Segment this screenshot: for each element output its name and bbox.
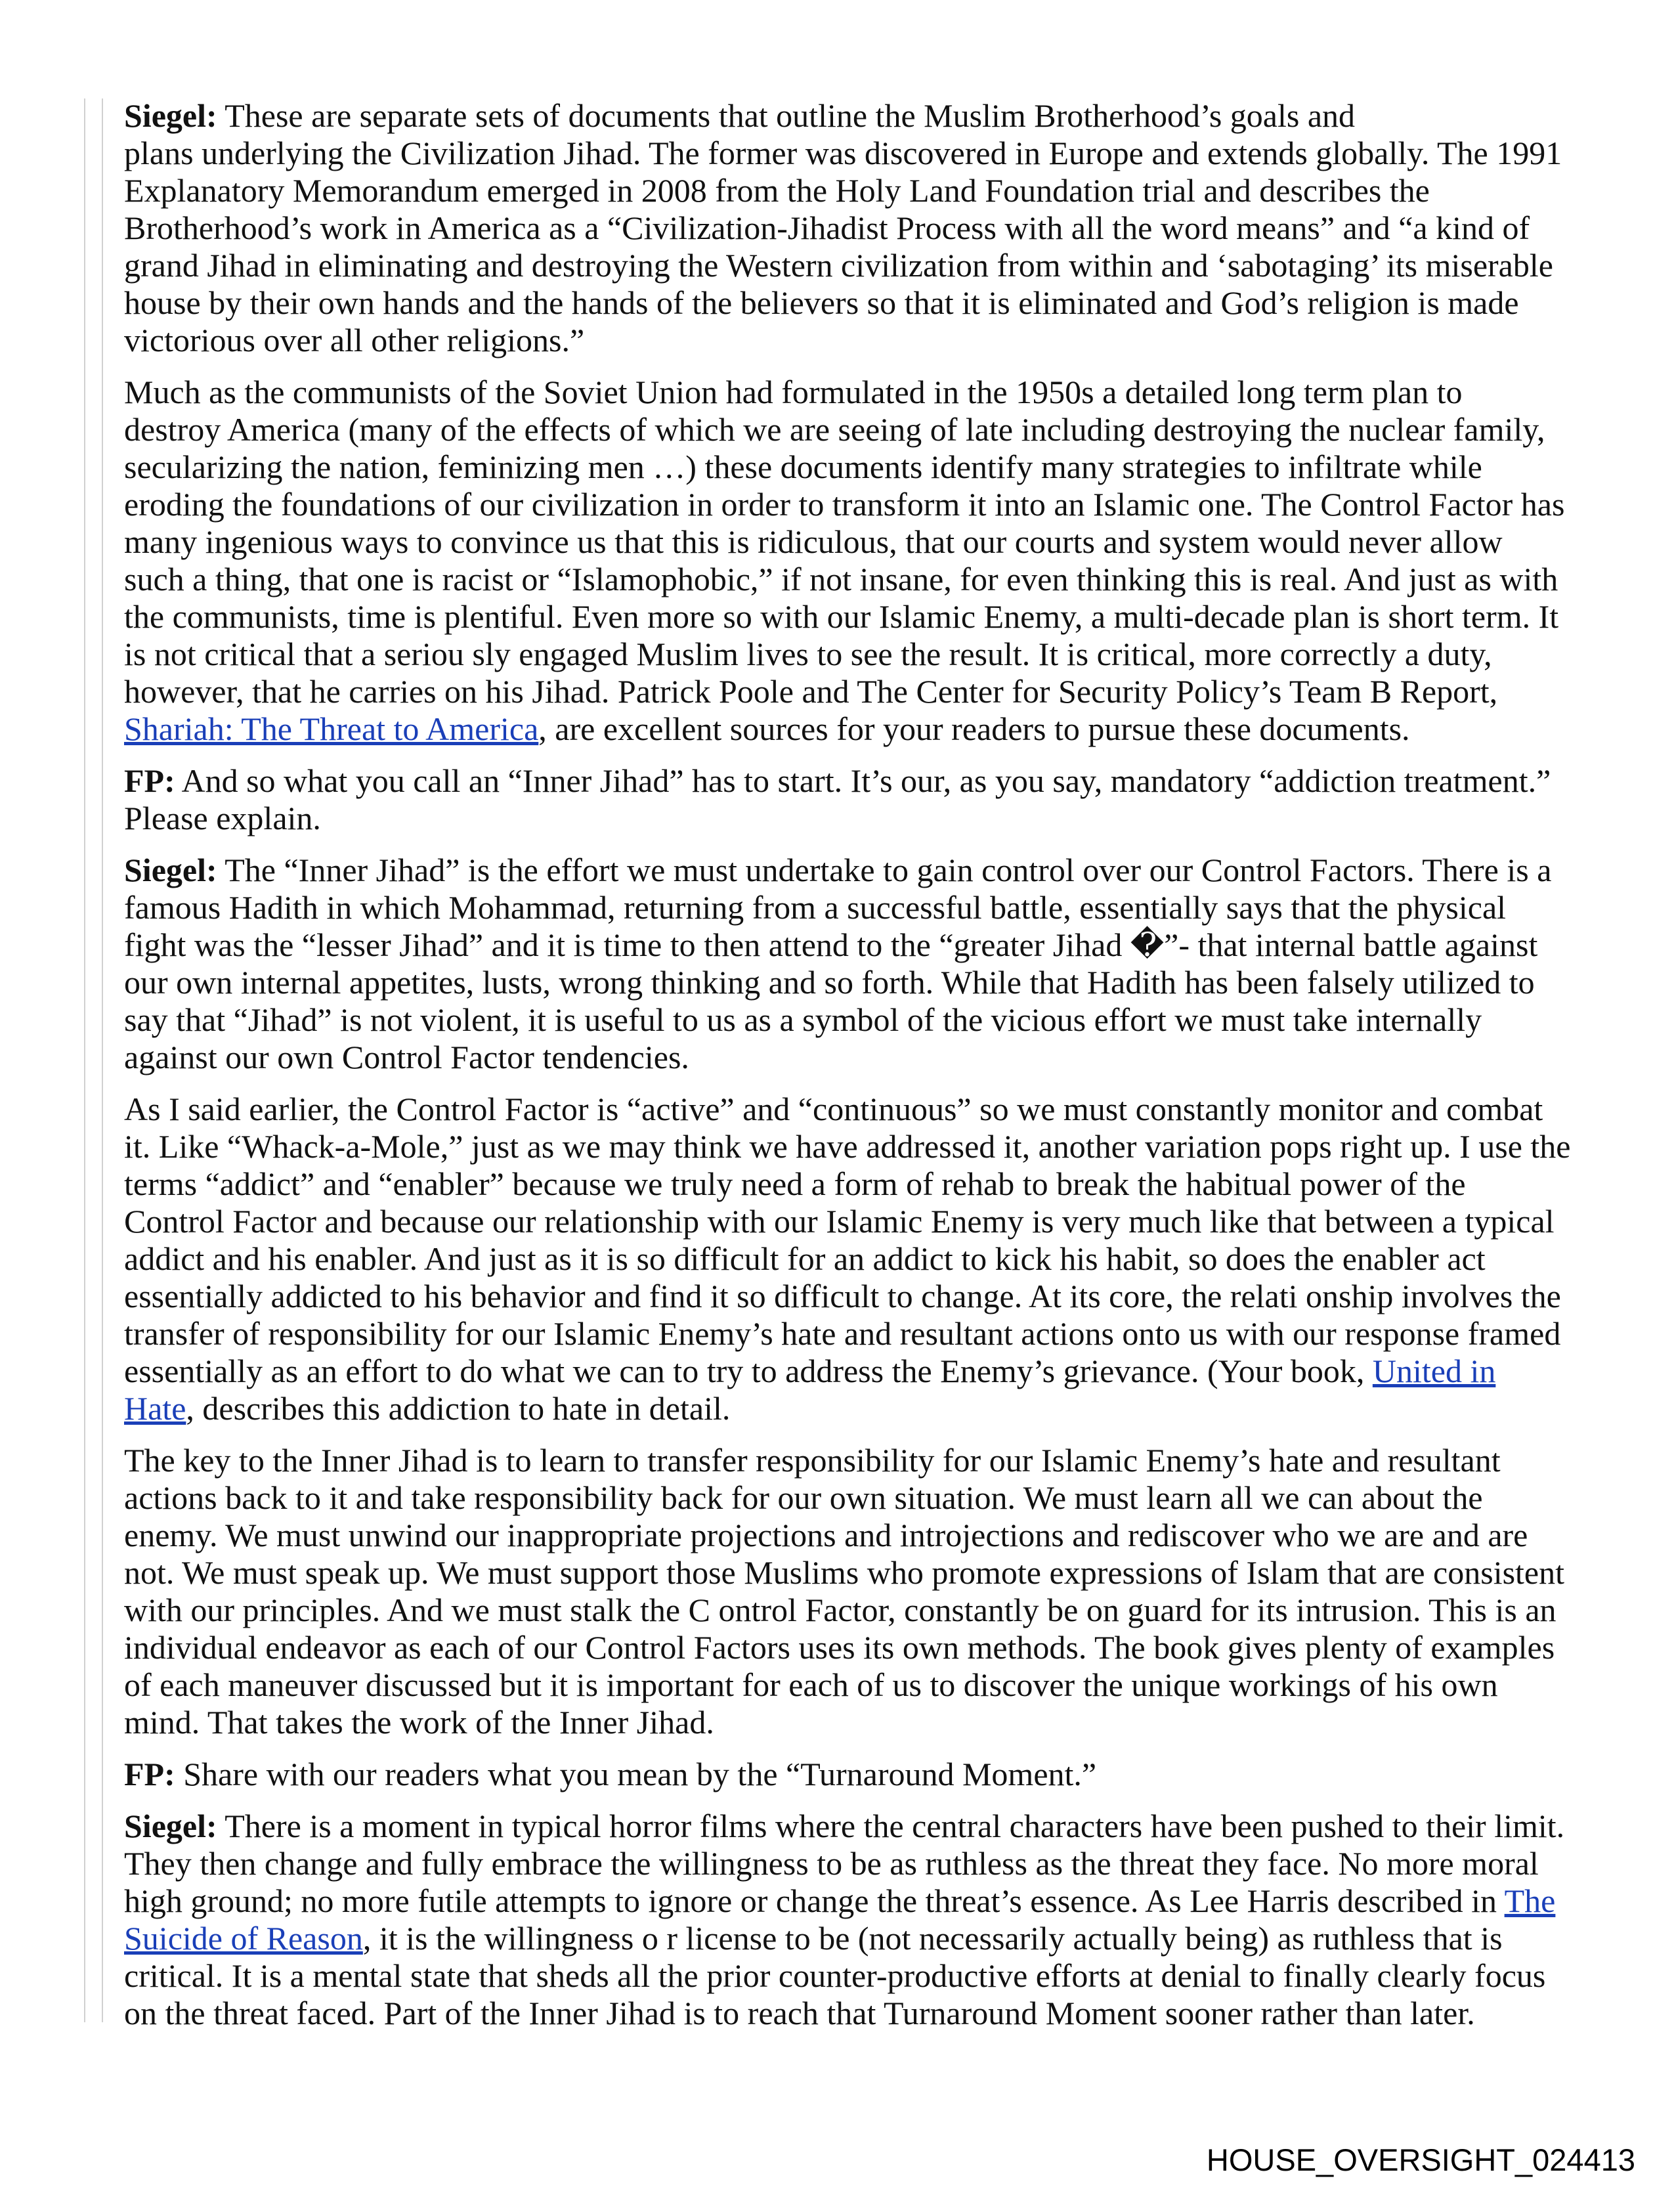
text-run: transfer of responsibility for our Islamic Enemy’s hate and resultant actions onto us with our response framed: [124, 1315, 1561, 1352]
text-line: [124, 1479, 1568, 1517]
text-line: [124, 1517, 1568, 1554]
paragraph: [124, 374, 1568, 748]
text-line: [124, 1353, 1568, 1390]
text-line: [124, 1882, 1568, 1920]
text-line: [124, 852, 1568, 889]
text-line: [124, 1390, 1568, 1427]
text-line: [124, 374, 1568, 411]
text-run: with our principles. And we must stalk the C ontrol Factor, constantly be on guard for its intrusion. This is an: [124, 1592, 1556, 1628]
text-line: [124, 411, 1568, 448]
text-line: [124, 1808, 1568, 1845]
text-run: victorious over all other religions.”: [124, 322, 585, 358]
text-line: [124, 598, 1568, 636]
text-line: [124, 1629, 1568, 1666]
text-run: , describes this addiction to hate in detail.: [186, 1390, 731, 1427]
hyperlink[interactable]: The: [1504, 1882, 1556, 1919]
text-run: As I said earlier, the Control Factor is “active” and “continuous” so we must constantly monitor and combat: [124, 1091, 1543, 1127]
hyperlink[interactable]: United in: [1372, 1353, 1496, 1389]
text-run: Control Factor and because our relationship with our Islamic Enemy is very much like that between a typical: [124, 1203, 1555, 1240]
text-line: [124, 1957, 1568, 1995]
hyperlink[interactable]: Hate: [124, 1390, 186, 1427]
paragraph: [124, 1756, 1568, 1793]
text-run: many ingenious ways to convince us that this is ridiculous, that our courts and system would never allow: [124, 523, 1503, 560]
text-run: essentially addicted to his behavior and find it so difficult to change. At its core, the relati onship involves the: [124, 1278, 1561, 1314]
text-line: [124, 926, 1568, 964]
paragraph: [124, 1442, 1568, 1741]
text-run: There is a moment in typical horror films where the central characters have been pushed to their limit.: [217, 1808, 1565, 1844]
text-run: secularizing the nation, feminizing men …) these documents identify many strategies to infiltrate while: [124, 448, 1482, 485]
text-run: individual endeavor as each of our Control Factors uses its own methods. The book gives plenty of examples: [124, 1629, 1555, 1666]
text-run: against our own Control Factor tendencies.: [124, 1039, 689, 1075]
text-run: , are excellent sources for your readers to pursue these documents.: [538, 710, 1410, 747]
paragraph: [124, 762, 1568, 837]
text-line: [124, 1666, 1568, 1704]
hyperlink[interactable]: Suicide of Reason: [124, 1920, 363, 1957]
text-run: not. We must speak up. We must support those Muslims who promote expressions of Islam that are consistent: [124, 1554, 1565, 1591]
text-run: eroding the foundations of our civilization in order to transform it into an Islamic one. The Control Factor has: [124, 486, 1565, 523]
text-run: high ground; no more futile attempts to ignore or change the threat’s essence. As Lee Harris described in: [124, 1882, 1505, 1919]
text-run: say that “Jihad” is not violent, it is useful to us as a symbol of the vicious effort we must take internally: [124, 1001, 1482, 1038]
text-line: [124, 135, 1568, 172]
speaker-label: Siegel:: [124, 1808, 217, 1844]
text-line: [124, 1554, 1568, 1592]
text-run: grand Jihad in eliminating and destroying the Western civilization from within and ‘sabotaging’ its miserable: [124, 247, 1553, 284]
text-run: terms “addict” and “enabler” because we truly need a form of rehab to break the habitual power of the: [124, 1165, 1466, 1202]
text-run: mind. That takes the work of the Inner Jihad.: [124, 1704, 714, 1741]
text-run: of each maneuver discussed but it is important for each of us to discover the unique workings of his own: [124, 1666, 1498, 1703]
speaker-label: FP:: [124, 762, 175, 799]
margin-rule-outer: [84, 98, 85, 2022]
speaker-label: Siegel:: [124, 852, 217, 888]
speaker-label: Siegel:: [124, 97, 217, 134]
text-line: [124, 1039, 1568, 1076]
text-run: enemy. We must unwind our inappropriate projections and introjections and rediscover who we are and are: [124, 1517, 1528, 1553]
text-line: [124, 1315, 1568, 1353]
paragraph: [124, 852, 1568, 1076]
text-line: [124, 1278, 1568, 1315]
text-line: [124, 1091, 1568, 1128]
text-line: [124, 1240, 1568, 1278]
text-run: our own internal appetites, lusts, wrong thinking and so forth. While that Hadith has been falsely utilized to: [124, 964, 1535, 1001]
text-run: , it is the willingness o r license to be (not necessarily actually being) as ruthless that is: [362, 1920, 1503, 1957]
text-line: [124, 209, 1568, 247]
document-body: [124, 97, 1571, 2047]
text-line: [124, 710, 1568, 748]
text-line: [124, 1920, 1568, 1957]
text-run: Please explain.: [124, 800, 321, 836]
text-line: [124, 889, 1568, 926]
text-run: however, that he carries on his Jihad. Patrick Poole and The Center for Security Policy’s Team B Report,: [124, 673, 1498, 710]
text-line: [124, 1001, 1568, 1039]
text-line: [124, 1128, 1571, 1165]
text-line: [124, 448, 1568, 486]
text-line: [124, 486, 1568, 523]
text-line: [124, 1995, 1568, 2032]
text-run: They then change and fully embrace the willingness to be as ruthless as the threat they face. No more moral: [124, 1845, 1539, 1882]
text-run: actions back to it and take responsibility back for our own situation. We must learn all we can about the: [124, 1479, 1483, 1516]
text-run: critical. It is a mental state that sheds all the prior counter-productive efforts at denial to finally clearly focus: [124, 1957, 1546, 1994]
text-line: [124, 523, 1568, 561]
text-run: it. Like “Whack-a-Mole,” just as we may think we have addressed it, another variation pops right up. I use the: [124, 1128, 1571, 1165]
text-line: [124, 322, 1568, 359]
text-line: [124, 172, 1568, 209]
bates-number: HOUSE_OVERSIGHT_024413: [1206, 2142, 1635, 2177]
text-line: [124, 1704, 1568, 1741]
text-run: And so what you call an “Inner Jihad” has to start. It’s our, as you say, mandatory “addiction treatment.”: [175, 762, 1551, 799]
text-run: is not critical that a seriou sly engaged Muslim lives to see the result. It is critical, more correctly a duty,: [124, 636, 1492, 672]
text-line: [124, 247, 1568, 284]
text-run: The key to the Inner Jihad is to learn to transfer responsibility for our Islamic Enemy’s hate and resultant: [124, 1442, 1501, 1479]
text-run: fight was the “lesser Jihad” and it is time to then attend to the “greater Jihad �”- that internal battle against: [124, 926, 1538, 963]
text-line: [124, 800, 1568, 837]
text-line: [124, 561, 1568, 598]
text-line: [124, 97, 1568, 135]
text-line: [124, 1845, 1568, 1882]
text-run: famous Hadith in which Mohammad, returning from a successful battle, essentially says that the physical: [124, 889, 1507, 926]
text-run: Brotherhood’s work in America as a “Civilization-Jihadist Process with all the word means” and “a kind of: [124, 209, 1530, 246]
text-line: [124, 1592, 1568, 1629]
text-run: Explanatory Memorandum emerged in 2008 from the Holy Land Foundation trial and describes the: [124, 172, 1430, 209]
text-line: [124, 284, 1568, 322]
text-run: These are separate sets of documents that outline the Muslim Brotherhood’s goals and: [217, 97, 1356, 134]
text-line: [124, 673, 1568, 710]
text-line: [124, 964, 1568, 1001]
text-run: essentially as an effort to do what we can to try to address the Enemy’s grievance. (Your book,: [124, 1353, 1373, 1389]
text-line: [124, 1203, 1568, 1240]
paragraph: [124, 1091, 1571, 1427]
text-run: The “Inner Jihad” is the effort we must undertake to gain control over our Control Factors. There is a: [217, 852, 1552, 888]
text-line: [124, 1442, 1568, 1479]
text-line: [124, 1756, 1568, 1793]
text-run: plans underlying the Civilization Jihad. The former was discovered in Europe and extends globally. The 1991: [124, 135, 1562, 171]
text-run: addict and his enabler. And just as it is so difficult for an addict to kick his habit, so does the enabler act: [124, 1240, 1486, 1277]
text-run: the communists, time is plentiful. Even more so with our Islamic Enemy, a multi-decade plan is short term. It: [124, 598, 1559, 635]
text-line: [124, 1165, 1568, 1203]
text-run: destroy America (many of the effects of which we are seeing of late including destroying the nuclear family,: [124, 411, 1545, 448]
speaker-label: FP:: [124, 1756, 175, 1792]
text-line: [124, 762, 1568, 800]
paragraph: [124, 97, 1568, 359]
margin-rule-inner: [102, 98, 103, 2022]
text-run: Much as the communists of the Soviet Union had formulated in the 1950s a detailed long term plan to: [124, 374, 1463, 410]
paragraph: [124, 1808, 1568, 2032]
text-run: on the threat faced. Part of the Inner Jihad is to reach that Turnaround Moment sooner rather than later.: [124, 1995, 1475, 2031]
text-run: Share with our readers what you mean by the “Turnaround Moment.”: [175, 1756, 1097, 1792]
text-run: house by their own hands and the hands of the believers so that it is eliminated and God’s religion is made: [124, 284, 1519, 321]
hyperlink[interactable]: Shariah: The Threat to America: [124, 710, 539, 747]
text-line: [124, 636, 1568, 673]
text-run: such a thing, that one is racist or “Islamophobic,” if not insane, for even thinking this is real. And just as with: [124, 561, 1558, 597]
